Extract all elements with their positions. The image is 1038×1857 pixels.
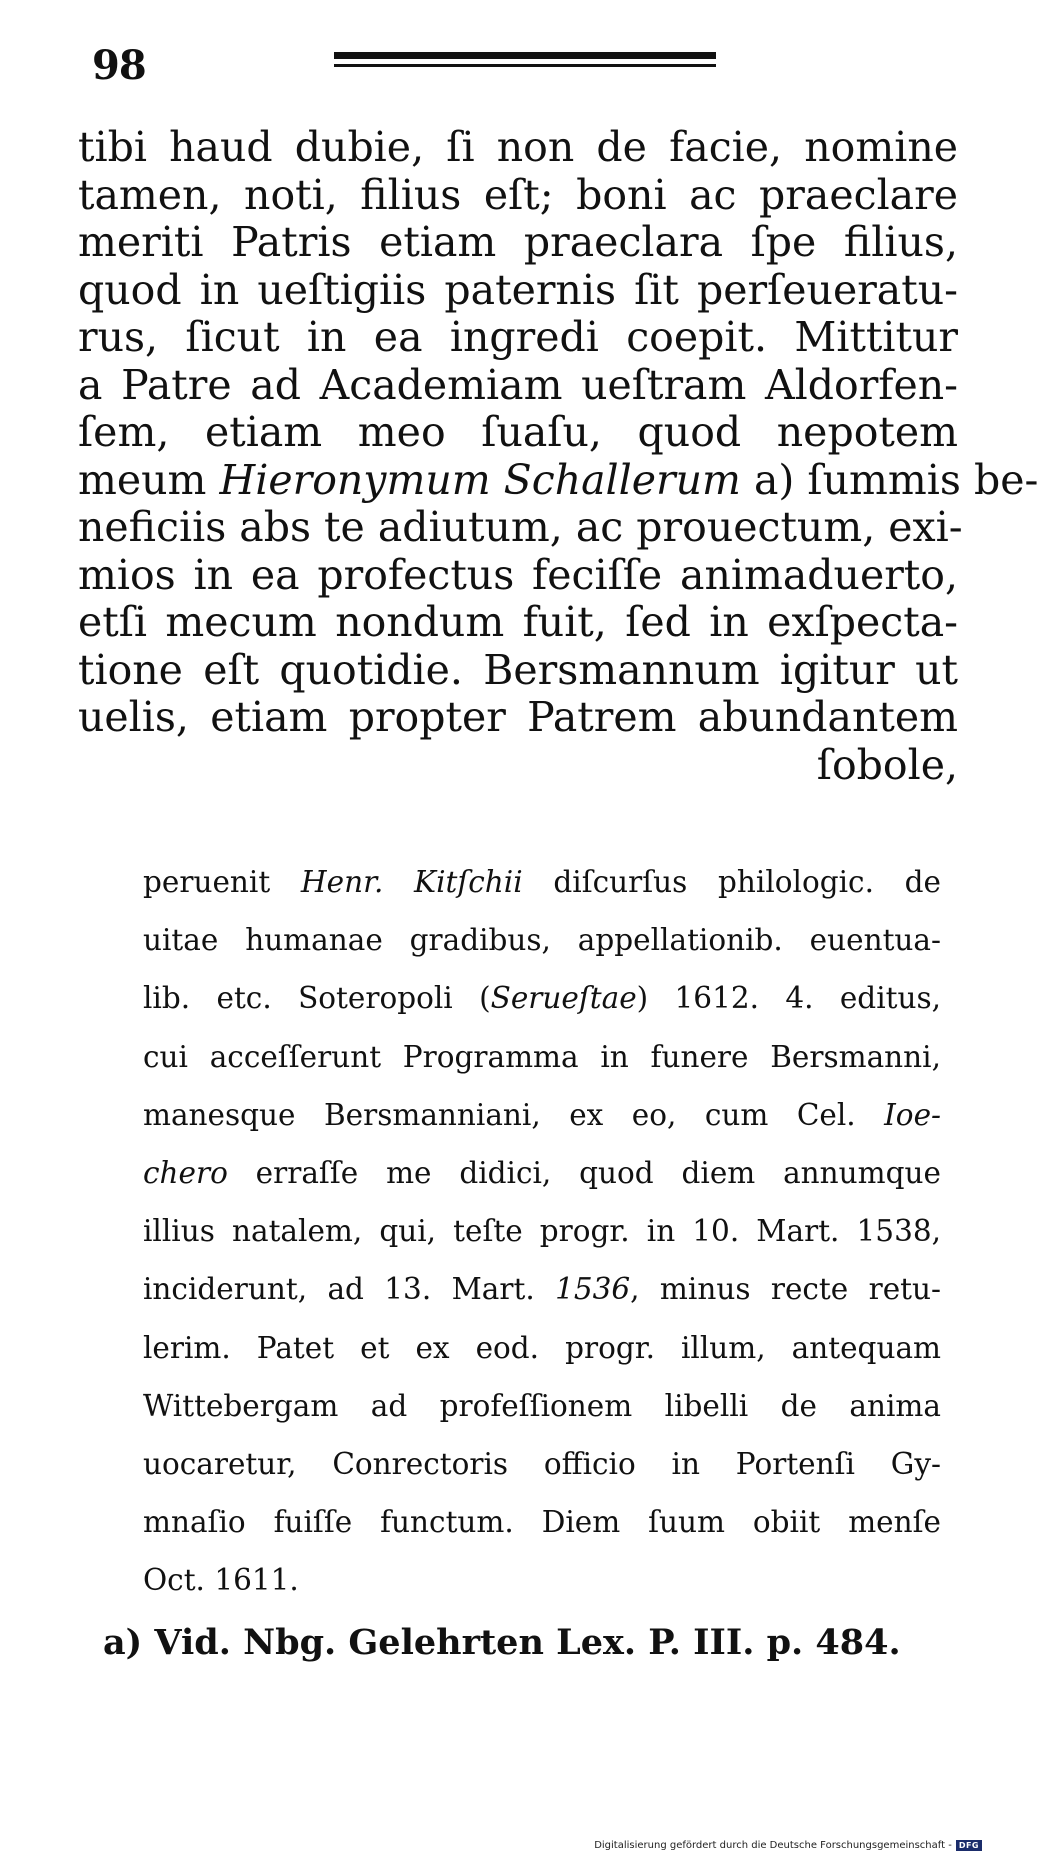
text-line: tione eſt quotidie. Bersmannum igitur ut — [78, 645, 958, 694]
digitization-credit — [594, 1840, 982, 1851]
text-line: tamen, noti, filius eſt; boni ac praeclare — [78, 170, 958, 219]
text-line: rus, ſicut in ea ingredi coepit. Mittitur — [78, 313, 958, 361]
footnote-line: uocaretur, Conrectoris officio in Portenſi Gy- — [143, 1447, 941, 1482]
text-line: meum Hieronymum Schallerum a) ſummis be- — [78, 455, 1038, 504]
header-rule — [334, 52, 716, 67]
text-line: uelis, etiam propter Patrem abundantem — [78, 693, 958, 741]
credit-text: Digitalisierung gefördert durch die Deutsche Forschungsgemeinschaft - — [594, 1840, 952, 1851]
footnote-line: inciderunt, ad 13. Mart. 1536, minus recte retu- — [143, 1272, 941, 1307]
footnote-line: illius natalem, qui, teſte progr. in 10. Mart. 1538, — [143, 1214, 941, 1249]
footnote-continuation — [143, 853, 941, 1610]
text-line: neficiis abs te adiutum, ac prouectum, exi- — [78, 503, 963, 551]
reference-footnote: a) Vid. Nbg. Gelehrten Lex. P. III. p. 484. — [103, 1622, 901, 1663]
main-text — [78, 123, 1038, 789]
italic-name: Henr. Kitſchii — [300, 865, 523, 899]
italic-name: Ioe- — [884, 1097, 941, 1132]
footnote-line: chero erraſſe me didici, quod diem annumque — [143, 1156, 941, 1191]
text-line: quod in ueſtigiis paternis ſit perſeueratu- — [78, 265, 958, 314]
footnote-line: lib. etc. Soteropoli (Serueſtae) 1612. 4. editus, — [143, 981, 941, 1016]
page-number: 98 — [92, 42, 146, 89]
catchword: ſobole, — [816, 740, 958, 789]
text-line: meriti Patris etiam praeclara ſpe filius, — [78, 218, 958, 266]
italic-name: chero — [143, 1156, 228, 1191]
footnote-line: manesque Bersmanniani, ex eo, cum Cel. Ioe- — [143, 1097, 941, 1132]
footnote-line: mnaſio fuiſſe functum. Diem ſuum obiit menſe — [143, 1505, 941, 1540]
text-line: a Patre ad Academiam ueſtram Aldorfen- — [78, 360, 958, 409]
footnote-line: lerim. Patet et ex eod. progr. illum, antequam — [143, 1330, 941, 1365]
footnote-line: peruenit Henr. Kitſchii diſcurſus philologic. de — [143, 865, 941, 899]
footnote-line: cui acceſſerunt Programma in funere Bersmanni, — [143, 1039, 941, 1074]
footnote-line: Wittebergam ad profeſſionem libelli de anima — [143, 1388, 941, 1423]
italic-name: Hieronymum Schallerum — [219, 455, 741, 504]
text-line: tibi haud dubie, ſi non de facie, nomine — [78, 123, 958, 171]
footnote-line: Oct. 1611. — [143, 1563, 299, 1598]
text-line: mios in ea profectus feciſſe animaduerto, — [78, 550, 958, 599]
dfg-logo-icon: DFG — [956, 1840, 982, 1851]
text-line: ſem, etiam meo ſuaſu, quod nepotem — [78, 408, 958, 456]
text-line: etſi mecum nondum fuit, ſed in exſpecta- — [78, 598, 958, 646]
italic-year: 1536 — [555, 1272, 631, 1307]
italic-place: Serueſtae — [490, 981, 637, 1016]
footnote-line: uitae humanae gradibus, appellationib. euentua- — [143, 923, 941, 958]
